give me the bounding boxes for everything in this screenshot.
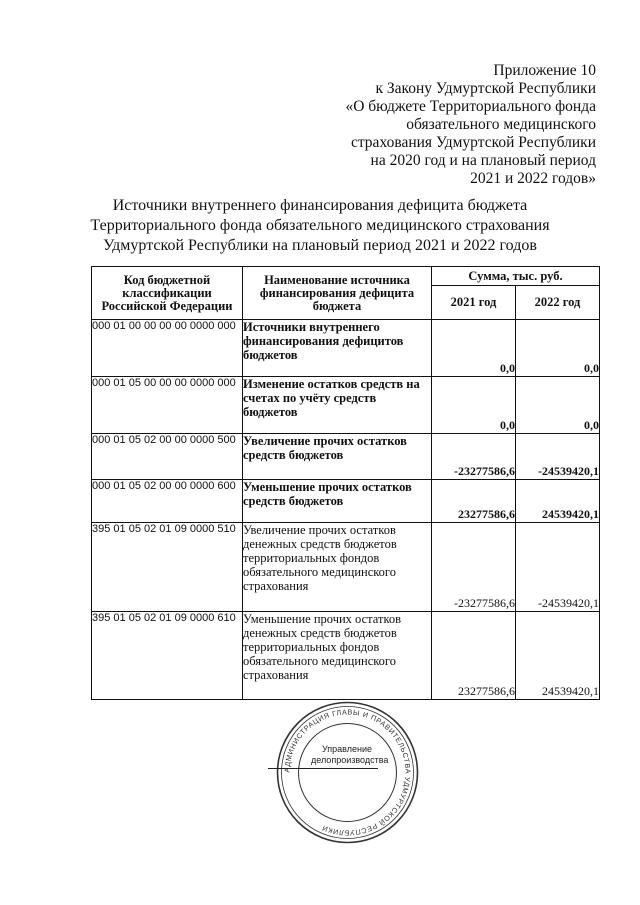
row-name: Уменьшение прочих остатков денежных средств бюджетов территориальных фондов обязательного медицинского страхования bbox=[243, 612, 432, 700]
row-code: 000 01 05 02 00 00 0000 500 bbox=[92, 434, 243, 480]
stamp-line: делопроизводства bbox=[311, 755, 389, 765]
row-name: Увеличение прочих остатков средств бюджетов bbox=[243, 434, 432, 480]
row-value-2022: 0,0 bbox=[516, 377, 600, 434]
signature-line bbox=[268, 768, 378, 769]
table-row bbox=[92, 320, 600, 377]
table-row bbox=[92, 377, 600, 434]
row-value-2021: 0,0 bbox=[432, 320, 516, 377]
appendix-line: страхования Удмуртской Республики bbox=[350, 134, 596, 151]
row-value-2022: -24539420,1 bbox=[516, 523, 600, 612]
appendix-line: к Закону Удмуртской Республики bbox=[375, 80, 596, 97]
row-name: Изменение остатков средств на счетах по учёту средств бюджетов bbox=[243, 377, 432, 434]
row-value-2021: 23277586,6 bbox=[432, 480, 516, 523]
row-value-2021: -23277586,6 bbox=[432, 523, 516, 612]
row-value-2022: 24539420,1 bbox=[516, 480, 600, 523]
row-name: Уменьшение прочих остатков средств бюджетов bbox=[243, 480, 432, 523]
stamp-line: Управление bbox=[321, 744, 373, 754]
row-name: Увеличение прочих остатков денежных средств бюджетов территориальных фондов обязательного медицинского страхования bbox=[243, 523, 432, 612]
row-code: 395 01 05 02 01 09 0000 510 bbox=[92, 523, 243, 612]
header-year-2021: 2021 год bbox=[432, 286, 516, 320]
row-value-2021: 23277586,6 bbox=[432, 612, 516, 700]
appendix-line: Приложение 10 bbox=[493, 62, 596, 79]
row-value-2022: 0,0 bbox=[516, 320, 600, 377]
row-value-2022: 24539420,1 bbox=[516, 612, 600, 700]
appendix-line: на 2020 год и на плановый период bbox=[370, 152, 596, 169]
stamp-center-text bbox=[311, 744, 389, 766]
table-row bbox=[92, 523, 600, 612]
row-code: 000 01 00 00 00 00 0000 000 bbox=[92, 320, 243, 377]
row-code: 395 01 05 02 01 09 0000 610 bbox=[92, 612, 243, 700]
row-code: 000 01 05 00 00 00 0000 000 bbox=[92, 377, 243, 434]
title-line: Источники внутреннего финансирования дефицита бюджета bbox=[112, 197, 528, 214]
header-name: Наименование источника финансирования дефицита бюджета bbox=[243, 267, 432, 320]
appendix-line: обязательного медицинского bbox=[406, 116, 596, 133]
table-row bbox=[92, 612, 600, 700]
row-name: Источники внутреннего финансирования дефицитов бюджетов bbox=[243, 320, 432, 377]
table-row bbox=[92, 480, 600, 523]
title-line: Территориального фонда обязательного медицинского страхования bbox=[90, 217, 550, 234]
row-value-2022: -24539420,1 bbox=[516, 434, 600, 480]
appendix-note bbox=[345, 62, 596, 188]
svg-text:АДМИНИСТРАЦИЯ ГЛАВЫ И ПРАВИТЕЛ bbox=[282, 707, 412, 837]
row-value-2021: -23277586,6 bbox=[432, 434, 516, 480]
appendix-line: «О бюджете Территориального фонда bbox=[345, 98, 596, 115]
appendix-line: 2021 и 2022 годов» bbox=[470, 170, 596, 187]
official-stamp bbox=[275, 700, 420, 845]
row-code: 000 01 05 02 00 00 0000 600 bbox=[92, 480, 243, 523]
header-code: Код бюджетной классификации Российской Федерации bbox=[92, 267, 243, 320]
budget-sources-table bbox=[91, 266, 600, 700]
row-value-2021: 0,0 bbox=[432, 377, 516, 434]
title-line: Удмуртской Республики на плановый период 2021 и 2022 годов bbox=[103, 237, 537, 254]
stamp-ring-text: АДМИНИСТРАЦИЯ ГЛАВЫ И ПРАВИТЕЛЬСТВА УДМУРТСКОЙ РЕСПУБЛИКИ bbox=[282, 707, 413, 838]
table-row bbox=[92, 434, 600, 480]
header-sum: Сумма, тыс. руб. bbox=[432, 267, 600, 286]
document-title bbox=[0, 196, 640, 256]
header-year-2022: 2022 год bbox=[516, 286, 600, 320]
